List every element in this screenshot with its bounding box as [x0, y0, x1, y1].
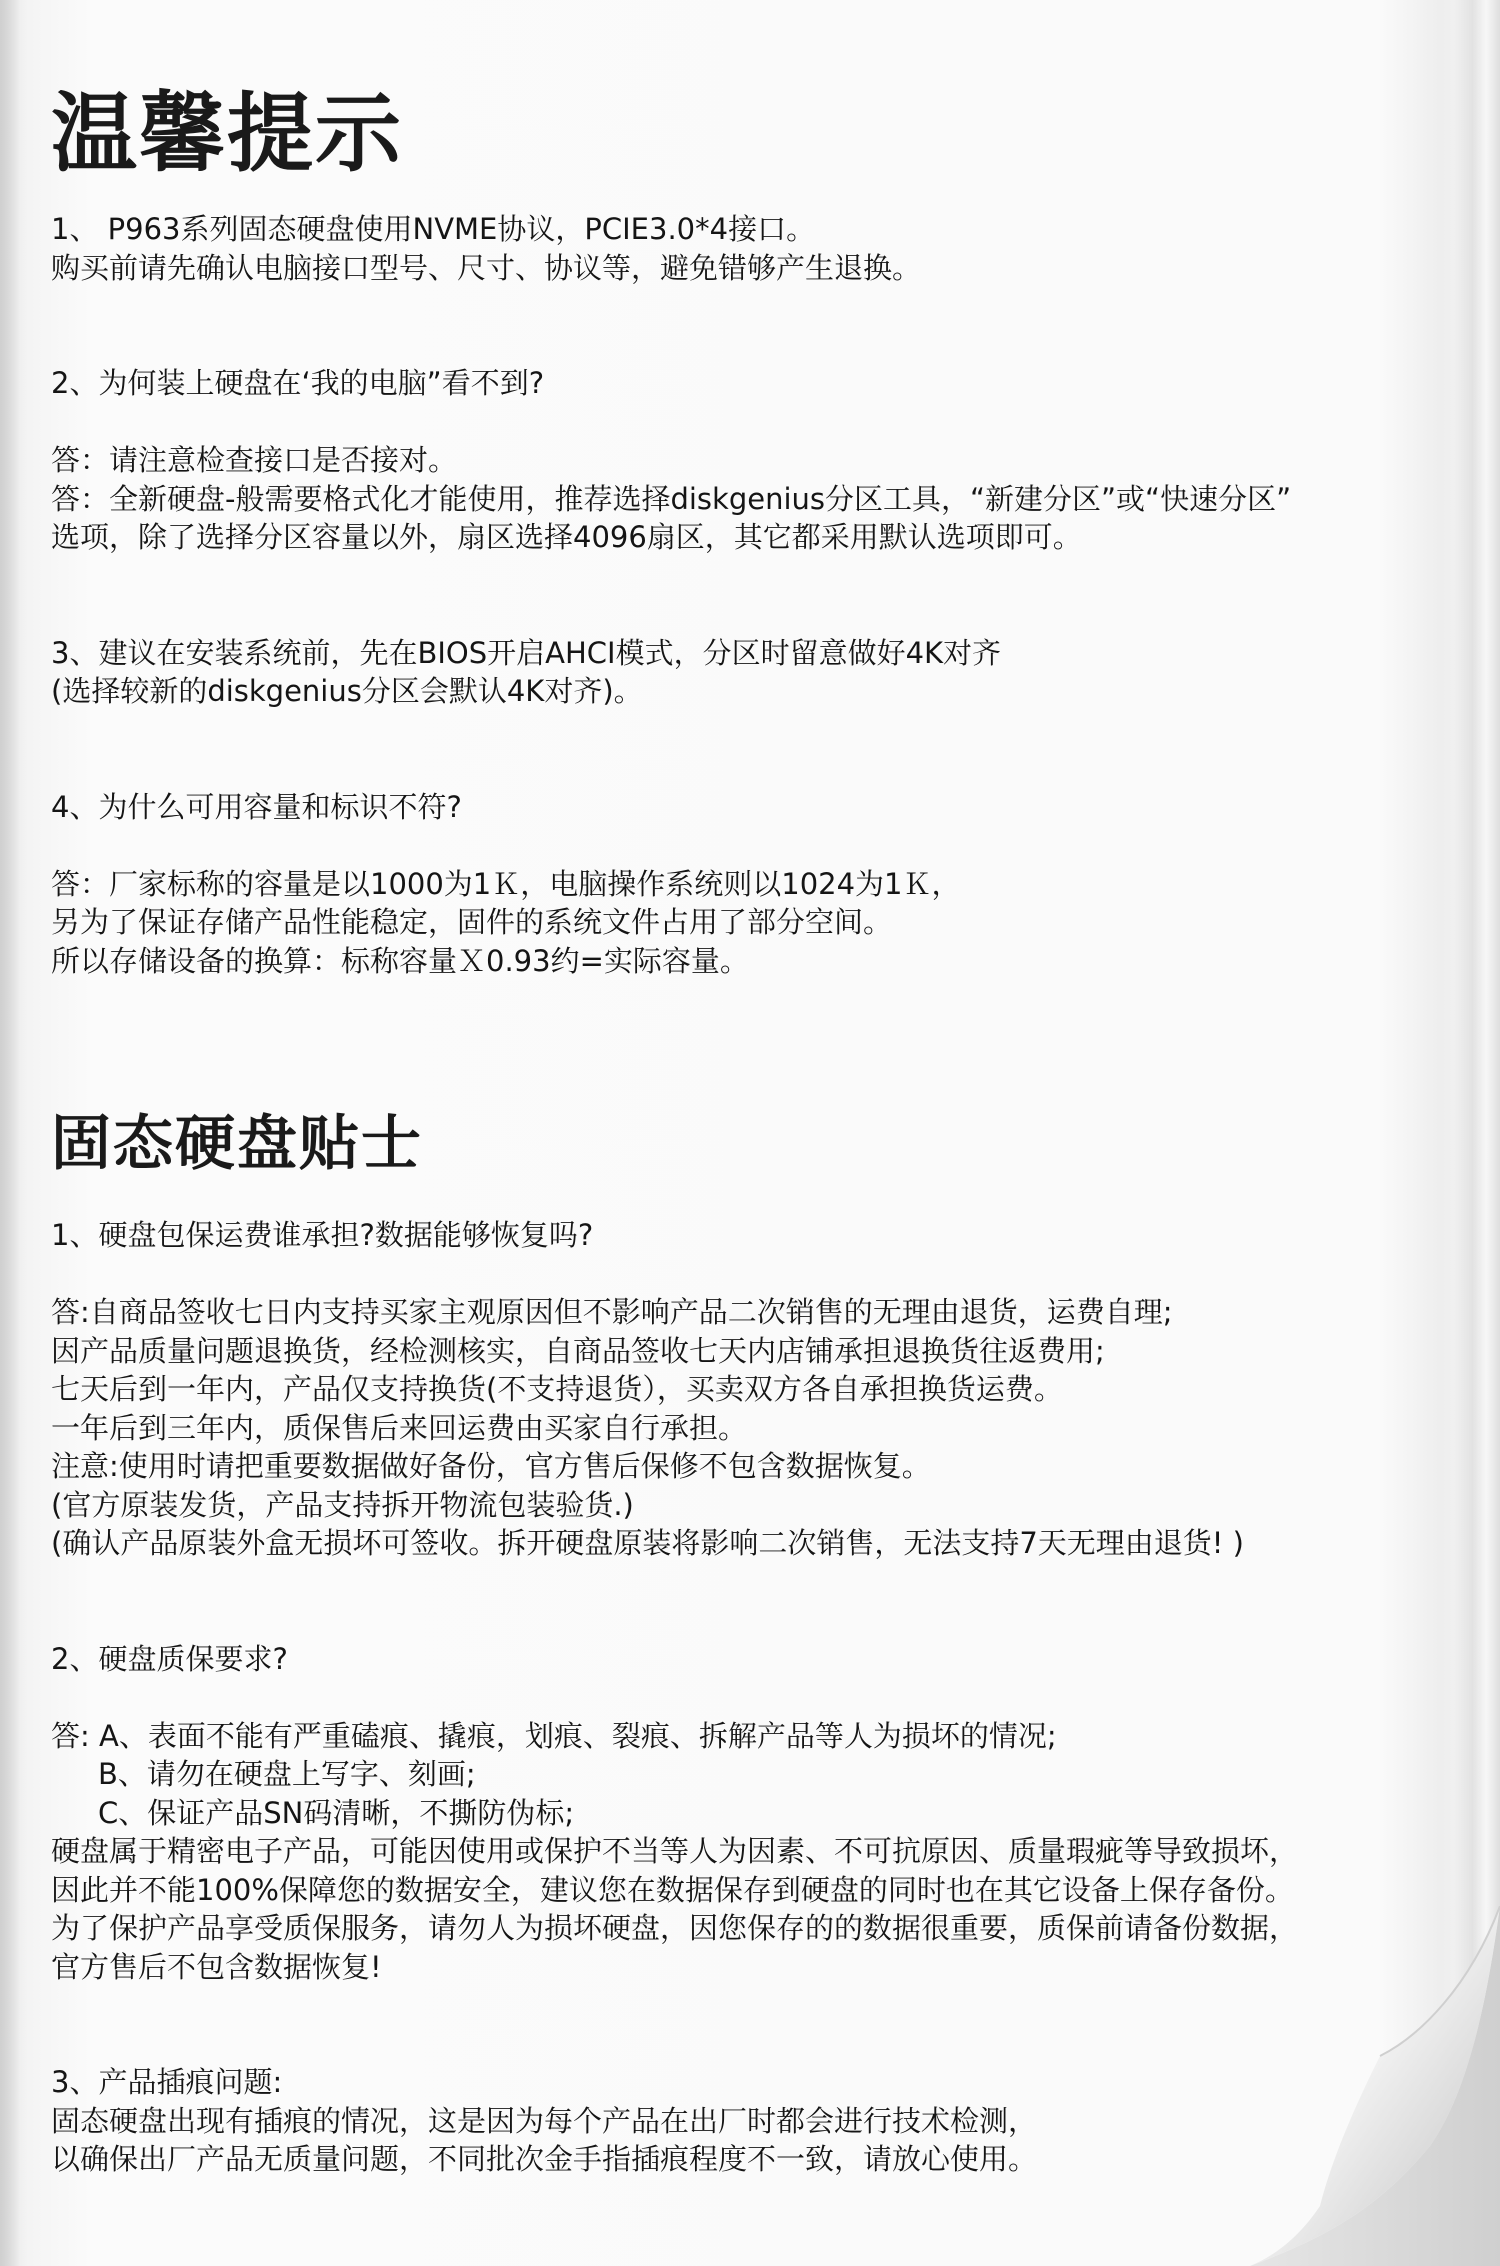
tips-title: 温馨提示	[51, 84, 403, 184]
tips-line	[51, 326, 1291, 365]
tips-line: 答：全新硬盘-般需要格式化才能使用，推荐选择diskgenius分区工具，“新建分区”或“快速分区”	[51, 481, 1292, 516]
page-curl-decoration	[1180, 1906, 1500, 2266]
ssd-tips-line: B、请勿在硬盘上写字、刻画;	[98, 1757, 476, 1791]
ssd-tips-line	[51, 1563, 1298, 1602]
page-curl-graphic	[1180, 1906, 1500, 2266]
tips-line: 购买前请先确认电脑接口型号、尺寸、协议等，避免错够产生退换。	[51, 250, 922, 285]
tips-line: 1、 P963系列固态硬盘使用NVME协议，PCIE3.0*4接口。	[51, 212, 816, 246]
ssd-tips-line: 以确保出厂产品无质量问题，不同批次金手指插痕程度不一致，请放心使用。	[51, 2142, 1038, 2176]
ssd-tips-line: 1、硬盘包保运费谁承担?数据能够恢复吗?	[51, 1218, 594, 1252]
ssd-tips-line: 答: A、表面不能有严重磕痕、撬痕，划痕、裂痕、拆解产品等人为损坏的情况;	[51, 1718, 1057, 1753]
tips-line: 答：请注意检查接口是否接对。	[51, 443, 458, 477]
tips-line	[51, 711, 1291, 750]
ssd-tips-line: 2、硬盘质保要求?	[51, 1641, 288, 1676]
ssd-tips-line	[51, 1255, 1298, 1294]
tips-line: 所以存储设备的换算：标称容量Ｘ0.93约=实际容量。	[51, 943, 749, 978]
ssd-tips-line	[51, 1678, 1298, 1717]
ssd-tips-line: (官方原装发货，产品支持拆开物流包装验货.)	[51, 1487, 634, 1522]
tips-line	[51, 557, 1291, 596]
tips-line: 3、建议在安装系统前，先在BIOS开启AHCI模式，分区时留意做好4K对齐	[51, 635, 1002, 670]
ssd-tips-section	[51, 1216, 1298, 2179]
tips-line	[51, 403, 1291, 442]
tips-line: 2、为何装上硬盘在‘我的电脑”看不到?	[51, 366, 545, 400]
ssd-tips-line: 答:自商品签收七日内支持买家主观原因但不影响产品二次销售的无理由退货，运费自理;	[51, 1295, 1173, 1329]
ssd-tips-line: 因此并不能100%保障您的数据安全，建议您在数据保存到硬盘的同时也在其它设备上保存备份。	[51, 1872, 1294, 1907]
ssd-tips-line: 官方售后不包含数据恢复!	[51, 1949, 382, 1984]
ssd-tips-line: 固态硬盘出现有插痕的情况，这是因为每个产品在出厂时都会进行技术检测，	[51, 2103, 1038, 2138]
tips-section	[51, 210, 1291, 980]
tips-line: 选项，除了选择分区容量以外，扇区选择4096扇区，其它都采用默认选项即可。	[51, 520, 1082, 554]
ssd-tips-line: (确认产品原装外盒无损坏可签收。拆开硬盘原装将影响二次销售，无法支持7天无理由退货! )	[51, 1526, 1244, 1560]
ssd-tips-line	[51, 2025, 1298, 2064]
tips-line: 另为了保证存储产品性能稳定，固件的系统文件占用了部分空间。	[51, 905, 893, 939]
ssd-tips-title: 固态硬盘贴士	[51, 1109, 423, 1179]
ssd-tips-line: 注意:使用时请把重要数据做好备份，官方售后保修不包含数据恢复。	[51, 1449, 931, 1483]
tips-line: 答：厂家标称的容量是以1000为1Ｋ，电脑操作系统则以1024为1Ｋ，	[51, 866, 961, 901]
ssd-tips-line	[51, 1601, 1298, 1640]
ssd-tips-line: 为了保护产品享受质保服务，请勿人为损坏硬盘，因您保存的的数据很重要，质保前请备份数据，	[51, 1911, 1299, 1945]
tips-line	[51, 287, 1291, 326]
paper-left-edge	[0, 0, 20, 2266]
ssd-tips-line: 一年后到三年内，质保售后来回运费由买家自行承担。	[51, 1410, 748, 1445]
tips-line	[51, 826, 1291, 865]
ssd-tips-line: 因产品质量问题退换货，经检测核实，自商品签收七天内店铺承担退换货往返费用;	[51, 1333, 1105, 1368]
tips-line	[51, 749, 1291, 788]
ssd-tips-line: 硬盘属于精密电子产品，可能因使用或保护不当等人为因素、不可抗原因、质量瑕疵等导致损坏，	[51, 1834, 1299, 1868]
ssd-tips-line	[51, 1986, 1298, 2025]
ssd-tips-line: 七天后到一年内，产品仅支持换货(不支持退货），买卖双方各自承担换货运费。	[51, 1372, 1063, 1406]
tips-line: 4、为什么可用容量和标识不符?	[51, 789, 462, 824]
tips-line: (选择较新的diskgenius分区会默认4K对齐)。	[51, 674, 643, 708]
tips-line	[51, 595, 1291, 634]
ssd-tips-line: 3、产品插痕问题:	[51, 2065, 283, 2099]
ssd-tips-line: C、保证产品SN码清晰，不撕防伪标;	[98, 1795, 575, 1830]
